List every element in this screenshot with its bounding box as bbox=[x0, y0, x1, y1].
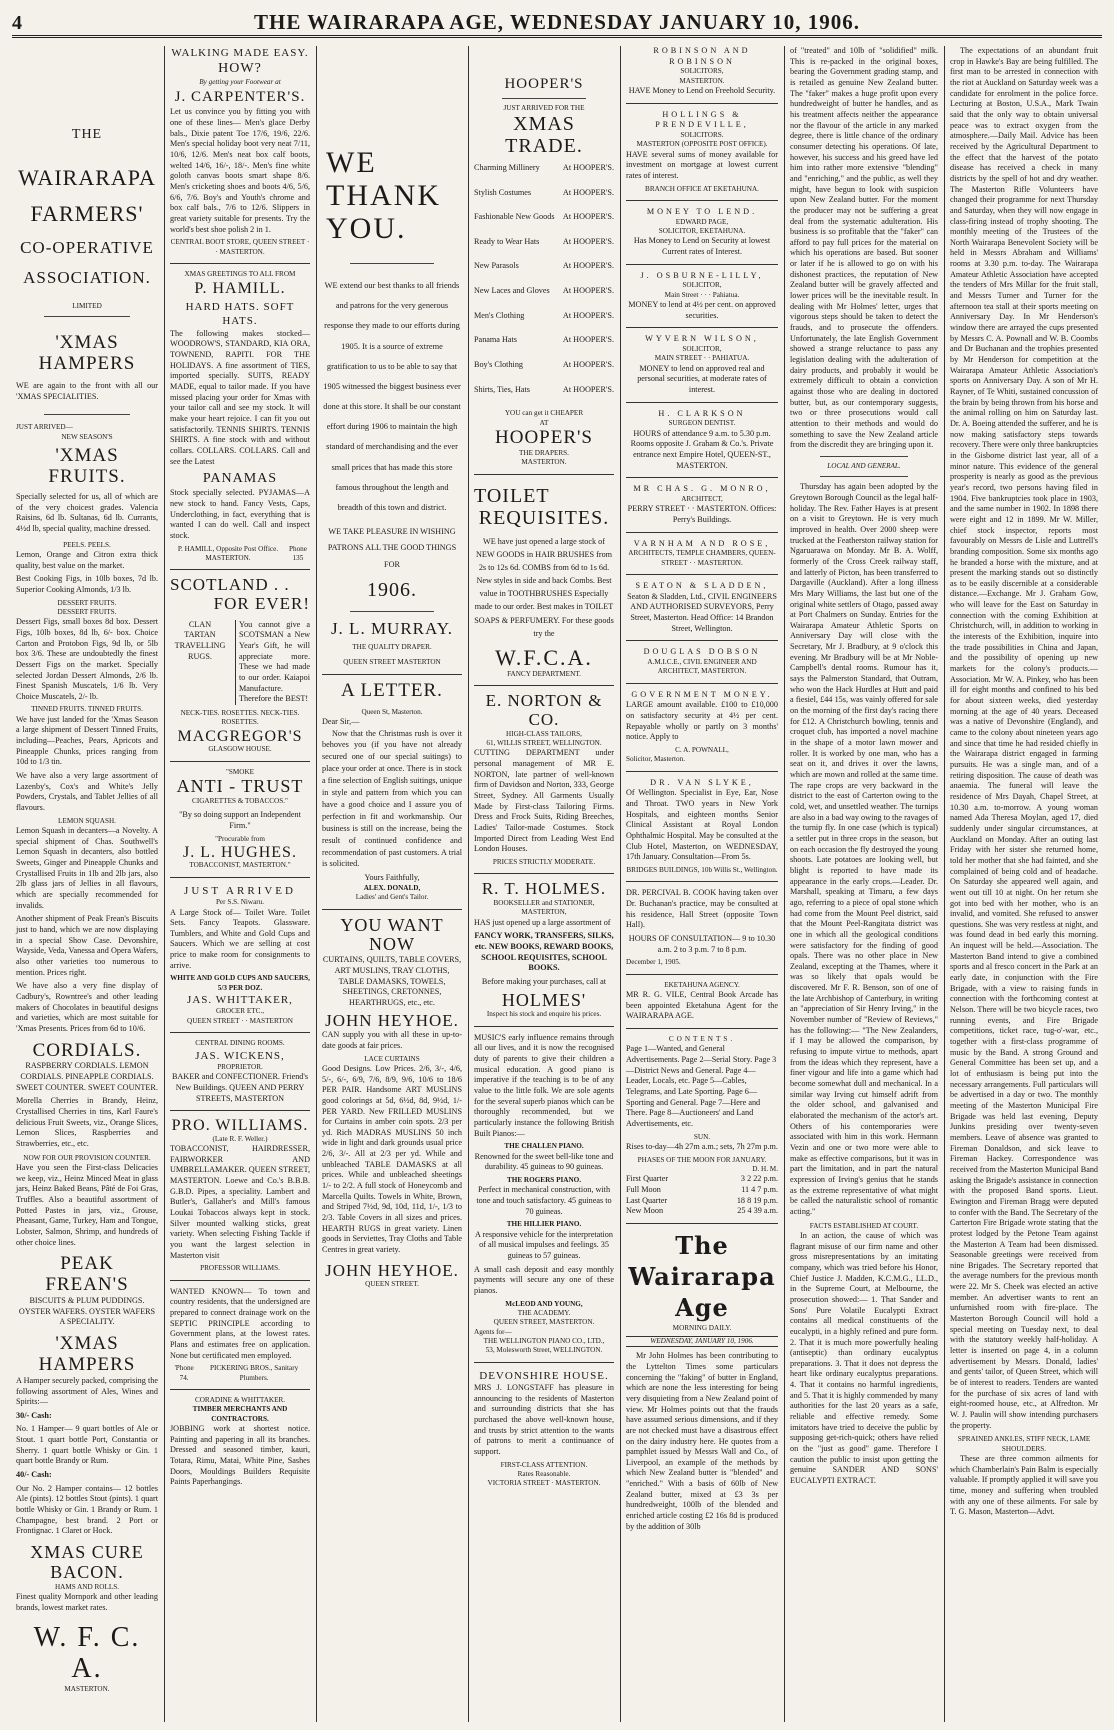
agents-line: Agents for— bbox=[474, 1327, 512, 1336]
how-heading: HOW? bbox=[218, 61, 262, 77]
thanks-body: WE extend our best thanks to all friends and patrons for the very generous response they made to our efforts during 1905. It is a source of extreme gratification to us to be able to say that 1905 witnessed the biggest business ever done at this store. It shall be our constant effort during 1906 to maintain the high standard of merchandising and the ever small prices that has made this store famous throughout the length and breadth of this town and district. bbox=[323, 281, 461, 512]
wfca-fancy-name: W.F.C.A. bbox=[495, 644, 593, 670]
hampers-heading: 'XMAS HAMPERS bbox=[38, 332, 136, 375]
academy-line: THE ACADEMY. bbox=[517, 1309, 571, 1318]
govt-heading: GOVERNMENT MONEY. bbox=[631, 689, 773, 699]
scotsman-text: You cannot give a SCOTSMAN a New Year's Gift, he will appreciate more. These we had made to our order. Kaiapoi Manufacture. Therefore the BEST! bbox=[235, 620, 310, 705]
hamper2-label: 40/- Cash: bbox=[16, 1470, 52, 1480]
chocolates-text: We have also a very fine display of Cadbury's, Rowntree's and other leading makers of Chocolates in beautiful designs and varieties, which are most suitable for 'Xmas Presents. Prices from 6d to 10/6. bbox=[16, 981, 158, 1033]
dessert-heading: DESSERT FRUITS. bbox=[57, 598, 117, 607]
pownall-sub: Solicitor, Masterton. bbox=[626, 755, 686, 764]
hoopers-list-item bbox=[474, 163, 614, 174]
hillier-text: A responsive vehicle for the interpretation of all musical impulses and feelings. 35 guineas to 57 guineas. bbox=[474, 1229, 613, 1261]
devon-heading: DEVONSHIRE HOUSE. bbox=[479, 1369, 609, 1382]
hoopers-heading: HOOPER'S bbox=[504, 76, 584, 92]
clarkson-sub: SURGEON DENTIST. bbox=[668, 419, 736, 428]
hamper1-label: 30/- Cash: bbox=[16, 1410, 52, 1420]
drapers-line: THE DRAPERS. bbox=[519, 449, 569, 458]
clan-line: CLAN bbox=[188, 619, 212, 629]
heyhoe-name: JOHN HEYHOE. bbox=[325, 1010, 459, 1030]
walking-heading: WALKING MADE EASY. bbox=[171, 47, 309, 59]
donald-name: ALEX. DONALD, bbox=[363, 883, 421, 892]
holmes-place: MASTERTON, bbox=[521, 908, 567, 917]
dessert-text: Dessert Figs, small boxes 8d box. Dessert Figs, 10lb boxes, 8d lb, 6/- box. Choice Carton and Protobon Figs, 9d lb, or 5lb box 3/6. These are undoubtedly the finest Dessert Figs on the market. Specially selected Jordan Dessert Almonds, 2/6 lb. Finest Spanish Muscatels, 1/6 lb. Very Choice Muscatels, 2/- lb. bbox=[16, 617, 158, 701]
moon-time: 18 8 19 p.m. bbox=[736, 1195, 778, 1205]
local-heading: LOCAL AND GENERAL. bbox=[827, 461, 901, 470]
hats-heading: HARD HATS. SOFT HATS. bbox=[185, 301, 295, 328]
mcleod-name: McLEOD AND YOUNG, bbox=[505, 1299, 583, 1308]
timber-line: TIMBER MERCHANTS AND CONTRACTORS. bbox=[192, 1405, 288, 1423]
govt-text: LARGE amount available. £100 to £10,000 on satisfactory security at 4½ per cent. Repayable wholly or partly on 3 months' notice. Apply to bbox=[626, 700, 778, 742]
moon-time: 3 2 22 p.m. bbox=[740, 1174, 778, 1184]
moderate-line: PRICES STRICTLY MODERATE. bbox=[492, 857, 596, 866]
column-2 bbox=[166, 46, 314, 1722]
hoopers-item-place: At HOOPER'S. bbox=[562, 335, 614, 345]
news-items: The expectations of an abundant fruit crop in Hawke's Bay are being fulfilled. The first man to be arrested in connection with the riot at Auckland on Saturday week was a candidate for enrolment in the police force. Lecturing at Boston, U.S.A., Mark Twain said that the only way to obtain universal peace was to extract oxygen from the atmosphere.—Daily Mail. Advice has been received by the Agricultural Department to the effect that the harvest of the potato disease has received a check in many districts by the spell of hot and dry weather. The Masterton Rifle Volunteers have changed their programme for next Thursday and Saturday, when they will now engage in class-firing instead of trophy shooting. The monthly meeting of the Trustees of the North Wairarapa Benevolent Society will be held in Messrs Abraham and Williams' rooms at 3.30 p.m. to-day. The Wairarapa Amateur Athletic Association have accepted the tenders of Mrs Millar for the fruit stall, and Messrs Turner and Turner for the afternoon tea stall at their sports meeting on Anniversary Day. In Mr Henderson's window there are arrayed the cups presented by Messrs C. A. Pownall and W. B. Coombs and Dr Buchanan and the trophies presented by Mr Henderson for competition at the Wairarapa Amateur Athletic Association's sports on Anniversary Day. A son of Mr H. Rayner, of Te Whiti, sustained concussion of the brain by being thrown from his horse and the animal rolling on him on Saturday last. Dr. A. Boeing attended the sufferer, and he is now making satisfactory steps towards recovery. There were only three bankruptcies in the Gisborne district last year, all of a minor nature. This evidence of the general prosperity is nearly as good as the previous year's record, two persons having filed in 1904. Five bankruptcies took place in 1903, and the same number in 1902. In 1898 there were eight and 12 in 1899. Mr W. Miller, chief stock inspector, reports most favourably on Messrs de Lisle and Luttrell's branding composition. Some six months ago he branded a horse with the mixture, and at present the marking stands out so distinctly as to be easily discernible at a considerable distance.—Exchange. Mr J. Graham Gow, who will leave for the East on Saturday in connection with the coming Exhibition at Christchurch, will, in addition to working in the interests of the Exhibition, inquire into the trade possibilities in China and Japan, and the possibility of opening up new markets for the colony's products.—Association. Mr W. A. Pinkey, who has been ill for eight months and confined to his bed for about sixteen weeks, died yesterday morning at the age of 40 years. Deceased was a native of Devonshire (England), and came to the colony about nineteen years ago and since that time he had resided chiefly in the Wairarapa district engaged in farming pursuits. He was a single man, and of a retiring disposition. The cause of death was anaemia. The funeral will leave the residence of Mrs Dayah, Chapel Street, at 10.30 a.m. to-morrow. A young woman named Ada Theresa Moylan, aged 17, died suddenly under singular circumstances, at Auckland on Monday. After an outing last Friday with her sister she returned home, told her mother that she had fainted, and she complained of being cold and of headache. On Saturday she appeared well again, and went out till 10 at night. On her return she got into bed with her mother, who is an invalid, and vomited. She refused to answer questions. She was very restless at night, and was found dead in bed early this morning. An inquest will be held.—Association. The Masterton Band intend to give a combined sports and al fresco concert in the Park at an early date, in conjunction with the Fire Brigade, with a view to raising funds in connection with the forthcoming contest at Nelson. There will be two bicycle races, two running events, and Fire Brigade competitions, ticket race, tug-o'-war, etc., together with a first-class programme of music by the Band. A strong Ground and General Committee has been set up, and a lot of enthusiasm is being put into the necessary arrangements. Full particulars will be advertised in a day or two. The monthly meeting of the Masterton Municipal Fire Brigade was held last evening, Deputy Junkins presiding over twenty-seven members. Leave of absence was granted to Fireman Donaldson, and sick leave to Fireman Hackey. Correspondence was received from the Masterton Municipal Band asking the Brigade's assistance in connection with the proposed Band sports. Lieut. Ewington and Fireman Bragg were deputed to confer with the Band. The Secretary of the Carterton Fire Brigade wrote stating that the protest lodged by the Petone Team against the Masterton A Team had been dismissed. Seasonable greetings were received from nine Brigades. The Secretary reported that the average numbers for the previous month were 22. Mr S. Cheek was elected an active member. An advertiser wants to rent an unfurnished room with fire-place. The Masterton Borough Council will hold a special meeting on Tuesday next, to deal with the statutory weekly half-holiday. A letter is inserted on page 4, in a column advertisement by Messrs. Donald, ladies' and gents' tailor, of Queen Street, which will be of interest to readers. Tenders are wanted for the purchase of six acres of land with eight-roomed house, etc., at Alfredton. Mr W. J. Paulin will show intending purchasers the property. bbox=[950, 46, 1099, 1430]
hoopers-list-item bbox=[474, 385, 614, 396]
bacon-heading: XMAS CURE BACON. bbox=[30, 1542, 144, 1582]
contents-list: Page 1—Wanted, and General Advertisements. Page 2—Serial Story. Page 3—District News and General. Page 4—Leader, Locals, etc. Page 5—Cables, Telegrams, and Late Sporting. Page 6—Sporting and General. Page 7—Here and There. Page 8—Auctioneers' and Land Advertisements, etc. bbox=[626, 1044, 777, 1128]
hamill-signature: P. HAMILL, Opposite Post Office. MASTERTON. bbox=[177, 544, 279, 563]
newspaper-title: THE WAIRARAPA AGE, WEDNESDAY JANUARY 10, 1906. bbox=[254, 10, 860, 34]
murray-address: QUEEN STREET MASTERTON bbox=[343, 658, 441, 667]
norton-address: 61, WILLIS STREET, WELLINGTON. bbox=[486, 739, 602, 748]
niwaru-line: Per S.S. Niwaru. bbox=[215, 898, 265, 907]
clarkson-name: H. CLARKSON bbox=[658, 408, 746, 418]
columns bbox=[12, 46, 1102, 1722]
sprained-text: These are three common ailments for which Chamberlain's Pain Balm is especially valuable. If promptly applied it will save you time, money and suffering when troubled with any one of these ailments. For sale by T. G. Mason, Masterton—Advt. bbox=[950, 1454, 1098, 1517]
seaton-sub: Seaton & Sladden, Ltd., CIVIL ENGINEERS AND AUTHORISED SURVEYORS, Perry Street, Masterton. Head Office: 14 Brandon Street, Wellington. bbox=[627, 591, 777, 633]
moon-row bbox=[626, 1206, 778, 1217]
grocer-line: GROCER ETC., bbox=[215, 1007, 265, 1016]
just-arrived: JUST ARRIVED— bbox=[16, 423, 73, 432]
page-name: EDWARD PAGE, bbox=[675, 217, 729, 226]
xmas-trade-heading: XMAS TRADE. bbox=[505, 112, 583, 157]
wfca-signature: W. F. C. A. bbox=[33, 1622, 141, 1685]
hampers2-text: A Hamper securely packed, comprising the following assortment of Ales, Wines and Spirits:— bbox=[16, 1375, 158, 1407]
tobacconist-line: TOBACCONIST, MASTERTON." bbox=[189, 861, 291, 870]
column-7 bbox=[946, 46, 1102, 1722]
whittaker-text: A Large Stock of— Toilet Ware. Toilet Sets. Fancy Teapots. Glassware. Tumblers, and White and Gold Cups and Saucers. Which we are selling at cost price to make room for consignments to arrive. bbox=[170, 907, 310, 970]
rates-line: Rates Reasonable. bbox=[517, 1470, 571, 1479]
cook-text: DR. PERCIVAL B. COOK having taken over Dr. Buchanan's practice, may be consulted at his residence, Hall Street (opposite Town Hall). bbox=[626, 888, 778, 930]
moon-time: 25 4 39 a.m. bbox=[737, 1206, 778, 1216]
hollings-address: MASTERTON (OPPOSITE POST OFFICE). bbox=[636, 140, 768, 149]
cook-hours: HOURS OF CONSULTATION— 9 to 10.30 a.m. 2 to 3 p.m. 7 to 8 p.m. bbox=[628, 934, 776, 954]
hoopers-item-label: Stylish Costumes bbox=[474, 187, 532, 197]
holmes-name: R. T. HOLMES. bbox=[481, 879, 607, 899]
dobson-name: DOUGLAS DOBSON bbox=[643, 647, 761, 657]
hollings-branch: BRANCH OFFICE AT EKETAHUNA. bbox=[645, 184, 759, 193]
money-heading: MONEY TO LEND. bbox=[646, 207, 758, 217]
pownall-name: C. A. POWNALL, bbox=[675, 746, 729, 755]
hamper1-text: No. 1 Hamper— 9 quart bottles of Ale or Stout. 1 quart bottle Port, Constantia or Sherry. 1 quart bottle Whisky or Gin. 1 quart bottle Brandy or Rum. bbox=[16, 1424, 158, 1466]
rogers-text: Perfect in mechanical construction, with tone and touch satisfactory. 45 guineas to 70 guineas. bbox=[476, 1185, 612, 1216]
macgregor-name: MACGREGOR'S bbox=[177, 727, 303, 745]
lemon-heading: LEMON SQUASH. bbox=[58, 816, 116, 825]
robinson-sub: SOLICITORS, bbox=[680, 67, 724, 76]
holmes-signature: HOLMES' bbox=[501, 989, 587, 1010]
hoopers-item-place: At HOOPER'S. bbox=[562, 310, 614, 320]
paper-name: The Wairarapa Age bbox=[628, 1230, 776, 1323]
lemon-text: Lemon Squash in decanters—a Novelty. A special shipment of Chas. Southwell's Lemon Squash in decanters, also bottled Sweets, Ginger and Pineapple Chunks and Crystallised Fruits in 1lb and 2lb jars, also 2lb glass jars of Jellies in all flavours, which are specially recommended for invalids. bbox=[16, 826, 158, 910]
leader-text: Mr John Holmes has been contributing to the Lyttelton Times some particulars concerning the "faking" of butter in England, which are none the less interesting for being very disquieting from a New Zealand point of view. Mr Holmes points out that the frauds have assumed serious dimensions, and if they are not checked must have a disastrous effect on the dairy industry here. He quotes from a pamphlet issued by Messrs Wall and Co., of Liverpool, an example of the methods by which New Zealand butter is "blended" and "enriched." With a basis of 60lb of New Zealand butter, mixed at £3 3s per hundredweight, 100lb of the blended and enriched article costing £2 16s 8d is produced by the addition of 30lb bbox=[626, 1351, 778, 1531]
column-4 bbox=[470, 46, 618, 1722]
hoopers-item-place: At HOOPER'S. bbox=[562, 360, 614, 370]
jobbing-text: JOBBING work at shortest notice. Painting and papering in all its branches. Dressed and seasoned timber, kauri, Totara, Rimu, Matai, White Pine, Sashes Doors, Mouldings Builders Requisite Paints Paperhangings. bbox=[170, 1424, 310, 1487]
clarkson-text: HOURS of attendance 9 a.m. to 5.30 p.m. Rooms opposite J. Graham & Co.'s. Private entrance next Empire Hotel, QUEEN-ST., MASTERTON. bbox=[630, 428, 774, 470]
hamper2-text: Our No. 2 Hamper contains— 12 bottles Ale (pints). 12 bottles Stout (pints). 1 quart bottle Whisky or Gin. 1 Brandy or Rum. 1 Champagne, best brand. 2 Port or Frontignac. 1 Claret or Hock. bbox=[16, 1483, 158, 1536]
williams-text: TOBACCONIST, HAIRDRESSER, FAIRWORKER AND UMBRELLAMAKER. QUEEN STREET, MASTERTON. Loewe and Co.'s B.B.B. G.B.D. Pipes, a speciality. Lambert and Butler's, Gallaher's and Mill's famous Loukai Tobaccos always kept in stock. Silver mounted walking sticks, great variety. When selecting Fishing Tackle if you want the largest selection in Masterton visit bbox=[170, 1144, 310, 1260]
clan-line: TARTAN bbox=[184, 630, 216, 640]
varnham-name: VARNHAM AND ROSE, bbox=[633, 538, 771, 548]
williams-signature: PROFESSOR WILLIAMS. bbox=[200, 1264, 280, 1273]
assoc-line: WAIRARAPA bbox=[18, 165, 156, 191]
lace-heading: LACE CURTAINS bbox=[364, 1054, 420, 1063]
moon-phase: First Quarter bbox=[626, 1174, 669, 1184]
moon-row bbox=[626, 1174, 778, 1185]
moon-phase: Last Quarter bbox=[626, 1195, 668, 1205]
jellies-text: We have also a very large assortment of Lazenby's, Cox's and White's Jelly Powders, Crystals, and Tablet Jellies of all flavours. bbox=[16, 771, 158, 813]
hoopers-item-place: At HOOPER'S. bbox=[562, 261, 614, 271]
hoopers-item-label: Men's Clothing bbox=[474, 310, 525, 320]
deposit-text: A small cash deposit and easy monthly payments will secure any one of these pianos. bbox=[474, 1264, 614, 1296]
neckties: NECK-TIES. ROSETTES. NECK-TIES. ROSETTES. bbox=[180, 709, 300, 727]
wilson-text: MONEY to lend on approved real and personal securities, at moderate rates of interest. bbox=[637, 363, 767, 395]
sprained-heading: SPRAINED ANKLES, STIFF NECK, LAME SHOULDERS. bbox=[957, 1435, 1091, 1453]
pickering-name: PICKERING BROS., Sanitary Plumbers. bbox=[209, 1364, 299, 1382]
robinson-name: ROBINSON AND ROBINSON bbox=[653, 46, 751, 66]
cordials-heading: CORDIALS. bbox=[32, 1039, 142, 1061]
devon-text: MRS J. LONGSTAFF has pleasure in announcing to the residents of Masterton and surrounding districts that she has purchased the above well-known house, and trusts by strict attention to the wants of patrons to merit a continuance of support. bbox=[474, 1383, 614, 1457]
moon-phase: Full Moon bbox=[626, 1185, 661, 1194]
hampers-text: WE are again to the front with all our 'XMAS SPECIALITIES. bbox=[16, 381, 158, 401]
newspaper-page bbox=[12, 10, 1102, 1722]
moon-row bbox=[626, 1196, 778, 1207]
paper-sub: MORNING DAILY. bbox=[672, 1323, 732, 1332]
proprietor-line: PROPRIETOR. bbox=[217, 1062, 263, 1071]
lilly-text: MONEY to lend at 4½ per cent. on approved securities. bbox=[628, 300, 776, 320]
hoopers-list-item bbox=[474, 335, 614, 346]
cooking-text: Best Cooking Figs, in 10lb boxes, 7d lb. Superior Cooking Almonds, 1/3 lb. bbox=[16, 574, 158, 594]
pickering-phone: 'Phone 74. bbox=[174, 1364, 194, 1382]
hoopers-item-label: Fashionable New Goods bbox=[474, 212, 555, 222]
we-heading: WE bbox=[326, 146, 377, 179]
peels-heading: PEELS. PEELS. bbox=[63, 540, 111, 549]
hoopers-item-place: At HOOPER'S. bbox=[562, 187, 614, 197]
hamill-name: P. HAMILL. bbox=[194, 280, 286, 298]
hoopers-list-item bbox=[474, 261, 614, 272]
norton-text: CUTTING DEPARTMENT under personal management of MR E. NORTON, late partner of well-known firm of Davidson and Norton, 333, George Street, Sydney. All Garments Usually Made by First-class Tailoring Firms. Dress and Frock Suits, Riding Breeches, Ladies' Tailor-made Costumes. Stock Imported Direct from Leading West End London Houses. bbox=[474, 748, 614, 854]
music-text: MUSIC'S early influence remains through all our lives, and it is now the recognised duty of parents to give their children a musical education. A good piano is imperative if the teaching is to be of any value to the little folk. We are sole agents for the several superb pianos which can be thoroughly recommended, but we particularly instance the following British Built Pianos:— bbox=[474, 1032, 614, 1138]
moon-table bbox=[626, 1174, 778, 1217]
sun-heading: SUN. bbox=[693, 1132, 711, 1141]
clan-line: RUGS. bbox=[188, 651, 212, 661]
wilson-sub: SOLICITOR, bbox=[682, 345, 722, 354]
carpenter-name: J. CARPENTER'S. bbox=[174, 88, 306, 105]
monro-sub: ARCHITECT, bbox=[681, 495, 723, 504]
agency-text: MR R. G. VILE, Central Book Arcade has been appointed Eketahuna Agent for the WAIRARAPA AGE. bbox=[626, 990, 778, 1021]
robinson-text: HAVE Money to Lend on Freehold Security. bbox=[628, 86, 776, 96]
greetings: XMAS GREETINGS TO ALL FROM bbox=[184, 269, 296, 278]
scotland-heading: SCOTLAND . . bbox=[170, 575, 290, 595]
hamill-text-2: Stock specially selected. PYJAMAS—A new stock to hand. Fancy Vests, Caps, Underclothing, in fact, everything that is wanted I can do well. Call and inspect stock. bbox=[170, 488, 310, 541]
lace-text: Good Designs. Low Prices. 2/6, 3/-, 4/6, 5/-, 6/-, 6/9, 7/6, 8/9, 9/6, 10/6 to 18/6 PER PAIR. Handsome ART MUSLINS good colorings at 5d, 6½d, 8d, 9½d, 1/- PER YARD. New FRILLED MUSLINS for Curtains in amber coin spots. 2/3 per yd. Rich MADRAS MUSLINS 50 inch wide in light and dark grounds usual price 2/6, 3/-. All at 2/3 per yd. While and unbleached TABLE DAMASKS at all prices. While and unbleached sheetings 1/- to 2/2. A full stock of Honeycomb and Marcella Quilts. Towels in White, Brown, and Striped 7½d, 9d, 10d, 11d, 1/-, 1/3 to 2/3. Table Covers in all sizes and prices. HEARTH RUGS in great variety. Linen goods in Serviettes, Tray Cloths and Table Centres in great variety. bbox=[322, 1063, 462, 1255]
hoopers-list-item bbox=[474, 188, 614, 199]
page-sub: SOLICITOR, EKETAHUNA. bbox=[658, 227, 746, 236]
hoopers-item-place: At HOOPER'S. bbox=[562, 212, 614, 222]
agency-heading: EKETAHUNA AGENCY. bbox=[664, 980, 740, 989]
hamill-text: The following makes stocked—WOODROW'S, STANDARD, KIA ORA, TOWNEND, RAPITI. FOR THE HOLIDAYS. A fine assortment of TIES, imported specially. SUITS, READY MADE, equal to tailor made. If you have missed placing your order for Xmas with your tailor call and see my stock. It will make your heart rejoice. I can fit you out satisfactorily. TENNIS SHIRTS. TENNIS SHIRTS. A fine stock with and without collars. COLLARS. COLLARS. Call and see the Latest bbox=[170, 328, 310, 466]
heyhoe-address: QUEEN STREET. bbox=[365, 1280, 419, 1289]
facts-heading: FACTS ESTABLISHED AT COURT. bbox=[809, 1221, 919, 1230]
wilson-name: WYVERN WILSON, bbox=[645, 334, 759, 344]
provision-heading: NOW FOR OUR PROVISION COUNTER. bbox=[23, 1153, 151, 1162]
at-line: AT bbox=[539, 418, 549, 427]
hoopers-item-place: At HOOPER'S. bbox=[562, 236, 614, 246]
whittaker-address: QUEEN STREET · · MASTERTON bbox=[187, 1016, 293, 1025]
coradine-name: CORADINE & WHITTAKER. bbox=[194, 1396, 286, 1404]
holmes-inspect: Inspect his stock and enquire his prices. bbox=[486, 1010, 602, 1019]
hoopers-item-label: Ready to Wear Hats bbox=[474, 236, 540, 246]
bridges-line: BRIDGES BUILDINGS, 10b Willis St., Wellington. bbox=[626, 866, 778, 875]
holmes-before: Before making your purchases, call at bbox=[481, 977, 607, 986]
hoopers-item-label: Shirts, Ties, Hats bbox=[474, 384, 530, 394]
want-text: CURTAINS, QUILTS, TABLE COVERS, ART MUSLINS, TRAY CLOTHS, TABLE DAMASKS, TOWELS, SHEETINGS, CRETONNES, HEARTHRUGS, etc., etc. bbox=[322, 955, 462, 1007]
tailors-line: HIGH-CLASS TAILORS, bbox=[506, 729, 582, 738]
hughes-name: J. L. HUGHES. bbox=[183, 843, 297, 861]
hoopers-list-item bbox=[474, 212, 614, 223]
forever-heading: FOR EVER! bbox=[213, 594, 310, 614]
panamas: PANAMAS bbox=[202, 471, 278, 487]
cherries-text: Morella Cherries in Brandy, Heinz, Crystallised Cherries in tins, Karl Faure's delicious Fruit Sweets, viz., Orange Slices, Lemon Slices, Raspberries and Strawberries, etc., etc. bbox=[16, 1096, 158, 1149]
assoc-line: ASSOCIATION. bbox=[23, 268, 151, 288]
hoopers-list-item bbox=[474, 311, 614, 322]
new-season: NEW SEASON'S bbox=[61, 432, 113, 441]
letter-heading: A LETTER. bbox=[341, 679, 443, 701]
hamill-phone: Phone 135 bbox=[288, 544, 307, 563]
fruits-heading: 'XMAS FRUITS. bbox=[48, 445, 126, 487]
dateline: WEDNESDAY, JANUARY 10, 1906. bbox=[626, 1336, 778, 1347]
letter-close: Yours Faithfully, bbox=[364, 873, 420, 883]
heyhoe-signature: JOHN HEYHOE. bbox=[325, 1260, 459, 1280]
hollings-name: HOLLINGS & PRENDEVILLE, bbox=[655, 109, 749, 130]
column-6 bbox=[786, 46, 942, 1722]
lilly-name: J. OSBURNE-LILLY, bbox=[640, 270, 764, 280]
biscuits-text: Another shipment of Peak Frean's Biscuits just to hand, which we are now displaying in a special Show Case. Devonshire, Wayside, Veda, Vanessa and Opera Wafers, also other varieties too numerous to mention. Prices right. bbox=[16, 914, 158, 977]
how-sub: By getting your Footwear at bbox=[199, 78, 281, 87]
page-text: Has Money to Lend on Security at lowest Current rates of Interest. bbox=[633, 236, 771, 257]
masthead bbox=[12, 10, 1102, 38]
williams-sub: (Late R. F. Weller.) bbox=[212, 1134, 268, 1143]
sun-text: Rises to-day—4h 27m a.m.; sets, 7h 27m p.m. bbox=[626, 1141, 778, 1151]
hoopers-arrived: JUST ARRIVED FOR THE bbox=[503, 103, 585, 112]
robinson-place: MASTERTON. bbox=[679, 76, 725, 85]
fancy-department: FANCY DEPARTMENT. bbox=[507, 669, 581, 678]
hollings-sub: SOLICITORS. bbox=[680, 131, 724, 139]
challen-heading: THE CHALLEN PIANO. bbox=[504, 1142, 584, 1151]
rogers-heading: THE ROGERS PIANO. bbox=[506, 1176, 582, 1185]
page-number: 4 bbox=[12, 12, 22, 34]
requisites-heading: REQUISITES. bbox=[478, 506, 610, 529]
carpenter-address: CENTRAL BOOT STORE, QUEEN STREET · · MASTERTON. bbox=[170, 238, 310, 256]
hoopers-item-label: Charming Millinery bbox=[474, 162, 540, 172]
cups-line: WHITE AND GOLD CUPS AND SAUCERS, 5/3 PER DOZ. bbox=[170, 974, 310, 992]
contents-heading: CONTENTS. bbox=[668, 1035, 736, 1043]
bookseller-line: BOOKSELLER and STATIONER, bbox=[493, 899, 595, 907]
moon-time: 11 4 7 p.m. bbox=[741, 1185, 778, 1194]
mcleod-address: QUEEN STREET, MASTERTON. bbox=[493, 1318, 595, 1327]
thank-heading: THANK bbox=[326, 179, 441, 212]
column-1 bbox=[12, 46, 162, 1722]
clan-line: TRAVELLING bbox=[174, 641, 226, 651]
cheaper-line: YOU can get it CHEAPER bbox=[504, 409, 584, 418]
tinned-heading: TINNED FRUITS. TINNED FRUITS. bbox=[31, 705, 143, 714]
procurable-line: "Procurable from bbox=[215, 834, 265, 843]
baker-text: BAKER and CONFECTIONER. Friend's New Buildings. QUEEN AND PERRY STREETS, MASTERTON bbox=[171, 1072, 309, 1103]
hoopers-item-label: New Laces and Gloves bbox=[474, 286, 550, 296]
facts-text: In an action, the cause of which was flagrant misuse of our firm name and other gross misrepresentations by an imitating company, which was tried before his Honor, Chief Justice J. Madden, K.C.M.G., LL.D., in the Supreme Court, at Melbourne, the prosecution showed:— 1. That Sander and Sons' Pure Volatile Eucalypti Extract contains all medical constituents of the eucalypti, in a highly refined and pure form. 2. That it is much more powerfully healing (antiseptic) than ordinary eucalyptus preparations. 3. That it does not depress the heart like ordinary eucalyptus preparations. 4. That it contains no harmful ingredients, and 5. That it is highly commended by many authorities for the last 20 years as a safe, reliable and effective remedy. Some imitators have tried to deceive the public by supposing get-rich-quick; others have relied on the "just as good" game. Therefore I caution the public to insist upon getting the genuine SANDER AND SONS' EUCALYPTI EXTRACT. bbox=[790, 1230, 938, 1486]
carpenter-text: Let us convince you by fitting you with one of these lines— Men's glace Derby bals., Dixie patent Toe 17/6, 19/6, 22/6. Men's special holiday boot very neat 7/11, 10/6, 12/6. Men's neat box calf boots, welted 14/6, 16/-, 18/-. Men's fine white goloth canvas boots smart shape 8/6. Men's cricketing shoes and boots 4/6, 5/6, 6/6, 7/6. Boy's and Youth's chrome and box calf bals., 7/6 to 12/6. Slippers in great variety suitable for presents. Try the world's best shoe polish 2 in 1. bbox=[170, 107, 310, 234]
first-class-line: FIRST-CLASS ATTENTION. bbox=[500, 1460, 588, 1469]
assoc-line: CO-OPERATIVE bbox=[20, 237, 154, 257]
wilson-address: MAIN STREET · · PAHIATUA. bbox=[654, 354, 750, 363]
cook-date: December 1, 1905. bbox=[626, 958, 681, 967]
glasgow-house: GLASGOW HOUSE. bbox=[208, 745, 272, 754]
slyke-text: Of Wellington. Specialist in Eye, Ear, Nose and Throat. TWO years in New York Hospitals, and eighteen months Senior Clinical Assistant at Royal London Ophthalmic Hospital. May be consulted at the Club Hotel, Masterton, on WEDNESDAY, 17th January. Consultation—From 5s. bbox=[626, 788, 778, 862]
hoopers-item-label: Panama Hats bbox=[474, 335, 517, 345]
varnham-sub: ARCHITECTS, TEMPLE CHAMBERS, QUEEN-STREET · · MASTERTON. bbox=[628, 549, 776, 567]
lilly-sub: SOLICITOR, bbox=[682, 281, 722, 290]
moon-row bbox=[626, 1185, 778, 1196]
challen-text: Renowned for the sweet bell-like tone and durability. 45 guineas to 90 guineas. bbox=[474, 1151, 614, 1172]
bacon-sub: HAMS AND ROLLS. bbox=[54, 1582, 120, 1591]
peels-text: Lemon, Orange and Citron extra thick quality, best value on the market. bbox=[16, 549, 158, 570]
independent-line: "By so doing support an Independent Firm." bbox=[179, 810, 301, 830]
letter-salutation: Dear Sir,— bbox=[322, 716, 360, 726]
cordials-list: RASPBERRY CORDIALS. LEMON CORDIALS. PINEAPPLE CORDIALS. SWEET COUNTER. SWEET COUNTER. bbox=[16, 1061, 158, 1092]
wfca-ad bbox=[16, 126, 158, 1694]
hoopers-list-item bbox=[474, 237, 614, 248]
holmes-text: HAS just opened up a large assortment of bbox=[474, 917, 611, 927]
smoke-line: "SMOKE bbox=[225, 767, 255, 776]
column-3 bbox=[318, 46, 466, 1722]
want-heading: YOU WANT NOW bbox=[340, 914, 444, 955]
peak-heading: PEAK FREAN'S bbox=[45, 1253, 129, 1296]
toilet-heading: TOILET bbox=[474, 484, 550, 507]
norton-name: E. NORTON & CO. bbox=[485, 691, 603, 729]
bacon-text: Finest quality Mornpork and other leading brands, lowest market rates. bbox=[16, 1591, 158, 1612]
wickens-name: JAS. WICKENS, bbox=[195, 1049, 285, 1062]
piano-address: 53, Molesworth Street, WELLINGTON. bbox=[485, 1346, 603, 1355]
wishing-text: WE TAKE PLEASURE IN WISHING PATRONS ALL THE GOOD THINGS FOR bbox=[327, 527, 457, 569]
hoopers-list-item bbox=[474, 360, 614, 371]
antitrust-heading: ANTI - TRUST bbox=[176, 776, 304, 797]
monro-address: PERRY STREET · · MASTERTON. Offices: Perry's Buildings. bbox=[627, 504, 777, 525]
donald-sub: Ladies' and Gent's Tailor. bbox=[355, 893, 429, 902]
moon-header: D. H. M. bbox=[752, 1164, 778, 1173]
assoc-line: FARMERS' bbox=[30, 201, 144, 227]
hoopers-item-place: At HOOPER'S. bbox=[562, 286, 614, 296]
moon-heading: PHASES OF THE MOON FOR JANUARY. bbox=[637, 1155, 767, 1164]
letter-place: Queen St, Masterton. bbox=[361, 707, 423, 716]
wanted-text: WANTED KNOWN— To town and country residents, that the undersigned are prepared to connect drainage work on the SEPTIC PRINCIPLE according to Government plans, at the lowest rates. Plans and estimates free on application. None but certificated men employed. bbox=[170, 1286, 310, 1360]
whittaker-name: JAS. WHITTAKER, bbox=[187, 994, 293, 1007]
peak-sub: BISCUITS & PLUM PUDDINGS. OYSTER WAFERS. OYSTER WAFERS A SPECIALITY. bbox=[18, 1296, 156, 1327]
hoopers-list bbox=[474, 163, 614, 396]
hampers2-heading: 'XMAS HAMPERS bbox=[38, 1333, 136, 1375]
holmes-list: FANCY WORK, TRANSFERS, SILKS, etc. NEW BOOKS, REWARD BOOKS, SCHOOL REQUISITES, SCHOOL BOOKS. bbox=[474, 931, 614, 973]
dobson-sub: A.M.I.C.E., CIVIL ENGINEER AND ARCHITECT, MASTERTON. bbox=[647, 658, 757, 676]
victoria-line: VICTORIA STREET · MASTERTON. bbox=[487, 1479, 601, 1488]
heyhoe-text: CAN supply you with all these in up-to-date goods at fair prices. bbox=[322, 1030, 462, 1050]
cigarettes-line: CIGARETTES & TOBACCOS." bbox=[192, 796, 288, 805]
piano-company: THE WELLINGTON PIANO CO., LTD., bbox=[483, 1337, 605, 1346]
year-heading: 1906. bbox=[367, 579, 417, 602]
column-5 bbox=[622, 46, 782, 1722]
dessert-sub: DESSERT FRUITS. bbox=[57, 607, 117, 616]
williams-name: PRO. WILLIAMS. bbox=[171, 1117, 309, 1135]
hoopers-signature: HOOPER'S bbox=[495, 427, 593, 449]
monro-name: MR CHAS. G. MONRO, bbox=[633, 484, 771, 494]
draper-line: THE QUALITY DRAPER. bbox=[352, 642, 432, 651]
leader-continued: of "treated" and 10lb of "solidified" milk. This is re-packed in the original boxes, bearing the Government grading stamp, and is retailed as genuine New Zealand butter. The "faker" makes a huge profit upon every hundredweight of butter he handles, and as his treatment affects neither the appearance nor the flavour of the article in any marked degree, there is little chance of the ordinary consumer detecting his operations. Of late, however, his success and his greed have led him into rather more extensive "blending" and "enriching," and the public, as well they might, have begun to look with suspicion upon New Zealand butter. For the moment the producer may not be suffering a great deal from the systematic adulteration. His business is so profitable that the "faker" can afford to pay full prices for the material on which his operations are based. But sooner or later if he is allowed to go on with his dishonest practices, the reputation of New Zealand butter will be gravely affected and lower prices will be the inevitable result. In dealing with Mr Holmes' letter, urges that vigorous steps should be taken to detect the frauds, and to prosecute the offenders. Unfortunately, the late English Government showed a strange reluctance to pass any legislation dealing with the adulteration of dairy products, and probably it would be extremely difficult to obtain a conviction against those who are dealing in doctored butter, but, as our contemporary suggests, two or three prosecutions would call attention to their methods and would do something to save the New Zealand article from the discredit they are bringing upon it. bbox=[790, 46, 938, 450]
limited: LIMITED bbox=[72, 301, 102, 310]
local-text: Thursday has again been adopted by the Greytown Borough Council as the legal half-holiday. The Rev. Father Hayes is at present on a visit to Greytown. He is very much improved in health. Over 2000 sheep were trucked at the Featherston railway station for Ngaruarawa on Monday. Mr B. A. Wolff, formerly of the Cross Creek railway staff, and latterly of Picton, has been transferred to Dargaville (Auckland). After a long illness Mrs Mary Williams, the last but one of the original white settlers of Otago, passed away at Port Chalmers on Sunday. Entries for the Wairarapa Amateur Athletic Sports on Anniversary Day will close with the Secretary, Mr J. Bradbury, at 9 o'clock this evening. Mr Bradbury will be at Mr Noble-Campbell's dental rooms. Rumour has it, says the Palmerston Standard, that Outram, who won the Hack Hurdles at Hutt and paid a fiesiel, £44 15s, was vainly offered for sale on the morning of the first day's racing there for £12. A Christchurch bowling, tennis and croquet club, has imported a novel machine in the shape of a motor lawn mower and roller. It is worked by one man, who has a seat on it, and drives it over the lawns, which are mown and rolled at the same time. The rape crops are very backward in the district to the east of Carterton owing to the cold, wet, and unsettled weather. The turnips are also in a bad way owing to the ravages of the turnip fly. In one case (which is typical) a settler put in three crops in the season, but on each occasion the fly destroyed the young shoots. Late potatoes are looking well, but blight is reported to have made its appearance in the early crops.—Leader. Dr. Marshall, speaking at Timaru, a few days ago, referring to a piece of opal stone which had come from the Mount Peel district, said that the Mount Peel-Rangitata district was one in which all the geological conditions were satisfactory for the finding of good opals. There was no other place in New Zealand, excepting at the Thames, where it was so likely that opals would be discovered. Mr F. R. Benson, son of one of the late Archbishop of Canterbury, in writing an "appreciation of Sir Henry Irving," in the November number of "Review of Reviews," has the following:— "The New Zealanders, if I may be allowed the comparison, by refusing to impute virtue to methods, apart from the ideas which they represent, have a finer vigour and life into a game which had become somewhat dull and mechanical. In a similar way Irving cut himself adrift from the older school, and galvanised and elaborated the mechanism of the actor's art. Others of his contemporaries were associated with him in this work. Hermann Vezin and one or two more were able to make as effective comparisons, but it was in part the limitation, and in part the natural expression of Irving's genius that he stands as the extreme representative of what might be called the naturalistic school of romantic acting." bbox=[790, 482, 938, 1216]
hoopers-place: MASTERTON. bbox=[521, 458, 567, 467]
dining-heading: CENTRAL DINING ROOMS. bbox=[195, 1039, 285, 1048]
arrived-heading: JUST ARRIVED bbox=[184, 884, 296, 897]
lilly-address: Main Street · · · Pahiatua. bbox=[664, 290, 740, 299]
hollings-text: HAVE several sums of money available for investment on mortgage at lowest current rates of interest. bbox=[626, 149, 778, 181]
hoopers-item-place: At HOOPER'S. bbox=[562, 384, 614, 394]
hoopers-item-label: New Parasols bbox=[474, 261, 519, 271]
you-heading: YOU. bbox=[326, 212, 407, 245]
provision-text: Have you seen the First-class Delicacies we keep, viz., Heinz Minced Meat in glass jars, Heinz Baked Beans, Pâté de Foi Gras, Truffles. Also a beautiful assortment of Potted Pastes in jars, viz., Grouse, Pheasant, Game, Turkey, Ham and Tongue, Lobster, Salmon, Shrimp, and hundreds of other choice lines. bbox=[16, 1163, 158, 1247]
slyke-name: DR. VAN SLYKE, bbox=[650, 777, 754, 787]
toilet-text: WE have just opened a large stock of NEW GOODS in HAIR BRUSHES from 2s to 12s 6d. COMBS from 6d to 1s 6d. New styles in side and back Combs. Best value in TOOTHBRUSHES Especially made to our order. Best makes in TOILET SOAPS & PERFUMERY. For these goods try the bbox=[474, 536, 614, 638]
hoopers-list-item bbox=[474, 286, 614, 297]
wfca-place: MASTERTON. bbox=[64, 1684, 110, 1693]
moon-phase: New Moon bbox=[626, 1206, 664, 1216]
hoopers-item-place: At HOOPER'S. bbox=[562, 162, 614, 172]
assoc-line: THE bbox=[71, 127, 103, 142]
murray-name: J. L. MURRAY. bbox=[330, 619, 454, 639]
tinned-text: We have just landed for the 'Xmas Season a large shipment of Dessert Tinned Fruits, including—Peaches, Pears, Apricots and Pineapple Chunks, prices ranging from 10d to 1/3 tin. bbox=[16, 714, 158, 767]
hoopers-item-label: Boy's Clothing bbox=[474, 360, 524, 370]
fruits-text: Specially selected for us, all of which are of the very choicest grades. Valencia Raisins, 6d lb. Sultanas, 6d lb. Currants, 4½d lb, special quality, machine dressed. bbox=[16, 491, 158, 533]
letter-body: Now that the Christmas rush is over it behoves you (if you have not already secured one of our special suitings) to place your order at once. There is in stock a fine selection of English suitings, unique in style and pattern from which you can have a good choice and I assure you of perfection in fit and workmanship. Our business is still on the increase, being the result of continued confidence and recommendation of past customers. A trial is solicited. bbox=[322, 728, 462, 869]
hillier-heading: THE HILLIER PIANO. bbox=[506, 1220, 582, 1229]
seaton-name: SEATON & SLADDEN, bbox=[635, 581, 769, 591]
